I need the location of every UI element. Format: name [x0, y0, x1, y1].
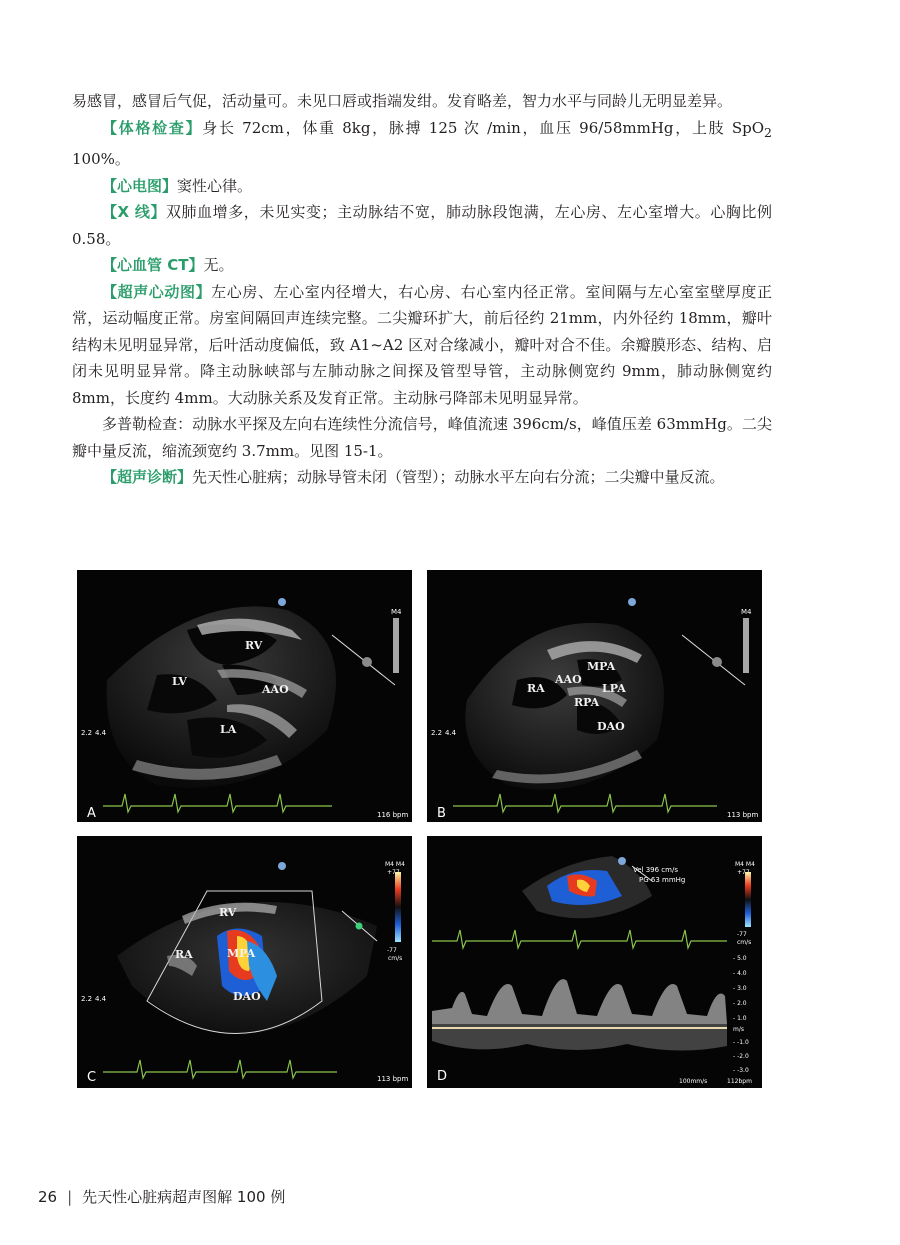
ultrasound-image-c: [77, 836, 412, 1088]
body-text: [72, 88, 772, 491]
label-ra: RA: [527, 682, 545, 695]
color-scale-top: +77: [737, 869, 750, 876]
axis-tick: - 3.0: [733, 985, 747, 992]
label-dao: DAO: [233, 990, 261, 1003]
color-scale-unit: cm/s: [737, 939, 752, 946]
panel-letter: B: [437, 806, 446, 821]
figure-panel-b: [427, 570, 762, 822]
axis-tick: - -2.0: [733, 1053, 749, 1060]
paragraph-ct: [72, 252, 772, 279]
heart-rate: 116 bpm: [377, 811, 409, 819]
color-scale-bottom: -77: [387, 947, 397, 954]
section-label-physical-exam: 【体格检查】: [102, 118, 203, 137]
label-aao: AAO: [555, 673, 582, 686]
color-scale-bottom: -77: [737, 931, 747, 938]
figure-panel-c: [77, 836, 412, 1088]
probe-label: M4 M4: [735, 861, 755, 868]
label-mpa: MPA: [227, 947, 256, 960]
section-label-ct: 【心血管 CT】: [102, 256, 204, 274]
doppler-image-d: [427, 836, 762, 1088]
sweep-speed: 100mm/s: [679, 1078, 708, 1085]
paragraph-xray: [72, 199, 772, 252]
physical-exam-text-end: 100%。: [72, 150, 130, 168]
ultrasound-image-a: [77, 570, 412, 822]
paragraph-diagnosis: [72, 464, 772, 491]
label-la: LA: [220, 723, 237, 736]
figure-panel-a: [77, 570, 412, 822]
velocity-axis: [733, 955, 749, 1074]
panel-letter: C: [87, 1070, 97, 1085]
depth-right: 4.4: [445, 729, 457, 737]
axis-tick: - -3.0: [733, 1067, 749, 1074]
label-ra: RA: [175, 948, 193, 961]
label-rv: RV: [245, 639, 263, 652]
label-lpa: LPA: [602, 682, 626, 695]
color-scale-top: +77: [387, 869, 400, 876]
section-label-echo: 【超声心动图】: [102, 282, 212, 301]
diagnosis-text: 先天性心脏病；动脉导管未闭（管型）；动脉水平左向右分流；二尖瓣中量反流。: [192, 468, 725, 486]
probe-label: M4: [741, 608, 752, 616]
section-label-ecg: 【心电图】: [102, 176, 178, 195]
physical-exam-text: 身长 72cm，体重 8kg，脉搏 125 次 /min，血压 96/58mmHg，上肢 SpO: [202, 118, 765, 137]
book-title: 先天性心脏病超声图解 100 例: [82, 1188, 286, 1206]
ecg-trace: [103, 794, 332, 812]
ecg-trace: [103, 1060, 337, 1078]
page-footer: [38, 1186, 285, 1207]
footer-separator: |: [67, 1188, 73, 1206]
peak-gradient: PG 63 mmHg: [639, 876, 686, 884]
echo-text: 左心房、左心室内径增大，右心房、右心室内径正常。室间隔与左心室室壁厚度正常，运动幅度正常。房室间隔回声连续完整。二尖瓣环扩大，前后径约 21mm，内外径约 18mm，瓣叶结构未见明显异常，后叶活动度偏低，致 A1~A2 区对合缘减小，瓣叶对合不佳。余瓣膜形态、结构、启闭未见明显异常。降主动脉峡部与左肺动脉之间探及管型导管，主动脉侧宽约 9mm，肺动脉侧宽约 8mm，长度约 4mm。大动脉关系及发育正常。主动脉弓降部未见明显异常。: [72, 282, 772, 407]
depth-left: 2.2: [431, 729, 443, 737]
probe-label: M4 M4: [385, 861, 405, 868]
label-aao: AAO: [262, 683, 289, 696]
heart-rate: 112bpm: [727, 1078, 752, 1085]
paragraph-echo: [72, 279, 772, 412]
section-label-diagnosis: 【超声诊断】: [102, 468, 193, 486]
panel-letter: D: [437, 1069, 448, 1084]
label-rv: RV: [219, 906, 237, 919]
depth-right: 4.4: [95, 729, 107, 737]
paragraph-physical-exam: [72, 115, 772, 173]
axis-tick: - 5.0: [733, 955, 747, 962]
heart-rate: 113 bpm: [377, 1075, 409, 1083]
depth-left: 2.2: [81, 995, 93, 1003]
peak-velocity: Vel 396 cm/s: [633, 866, 678, 874]
paragraph-history: 易感冒，感冒后气促，活动量可。未见口唇或指端发绀。发育略差，智力水平与同龄儿无明显差异。: [72, 92, 733, 110]
axis-tick: - 4.0: [733, 970, 747, 977]
spo2-subscript: 2: [764, 124, 772, 140]
figure-panel-d: [427, 836, 762, 1088]
axis-tick: m/s: [733, 1026, 744, 1033]
label-dao: DAO: [597, 720, 625, 733]
label-lv: LV: [172, 675, 187, 688]
paragraph-doppler: 多普勒检查：动脉水平探及左向右连续性分流信号，峰值流速 396cm/s，峰值压差 63mmHg。二尖瓣中量反流，缩流颈宽约 3.7mm。见图 15-1。: [72, 415, 772, 460]
ultrasound-image-b: [427, 570, 762, 822]
axis-tick: - 2.0: [733, 1000, 747, 1007]
paragraph-ecg: [72, 173, 772, 200]
section-label-xray: 【X 线】: [102, 203, 166, 221]
ecg-trace: [453, 794, 717, 812]
page-number: 26: [38, 1188, 58, 1206]
label-mpa: MPA: [587, 660, 616, 673]
ecg-text: 窦性心律。: [177, 176, 253, 195]
axis-tick: - 1.0: [733, 1015, 747, 1022]
ct-text: 无。: [203, 256, 234, 274]
ecg-trace: [432, 930, 727, 948]
label-rpa: RPA: [574, 696, 600, 709]
xray-text: 双肺血增多，未见实变；主动脉结不宽，肺动脉段饱满，左心房、左心室增大。心胸比例 0.58。: [72, 203, 772, 248]
depth-left: 2.2: [81, 729, 93, 737]
color-scale-unit: cm/s: [388, 955, 403, 962]
panel-letter: A: [87, 806, 96, 821]
probe-label: M4: [391, 608, 402, 616]
depth-right: 4.4: [95, 995, 107, 1003]
heart-rate: 113 bpm: [727, 811, 759, 819]
axis-tick: - -1.0: [733, 1039, 749, 1046]
